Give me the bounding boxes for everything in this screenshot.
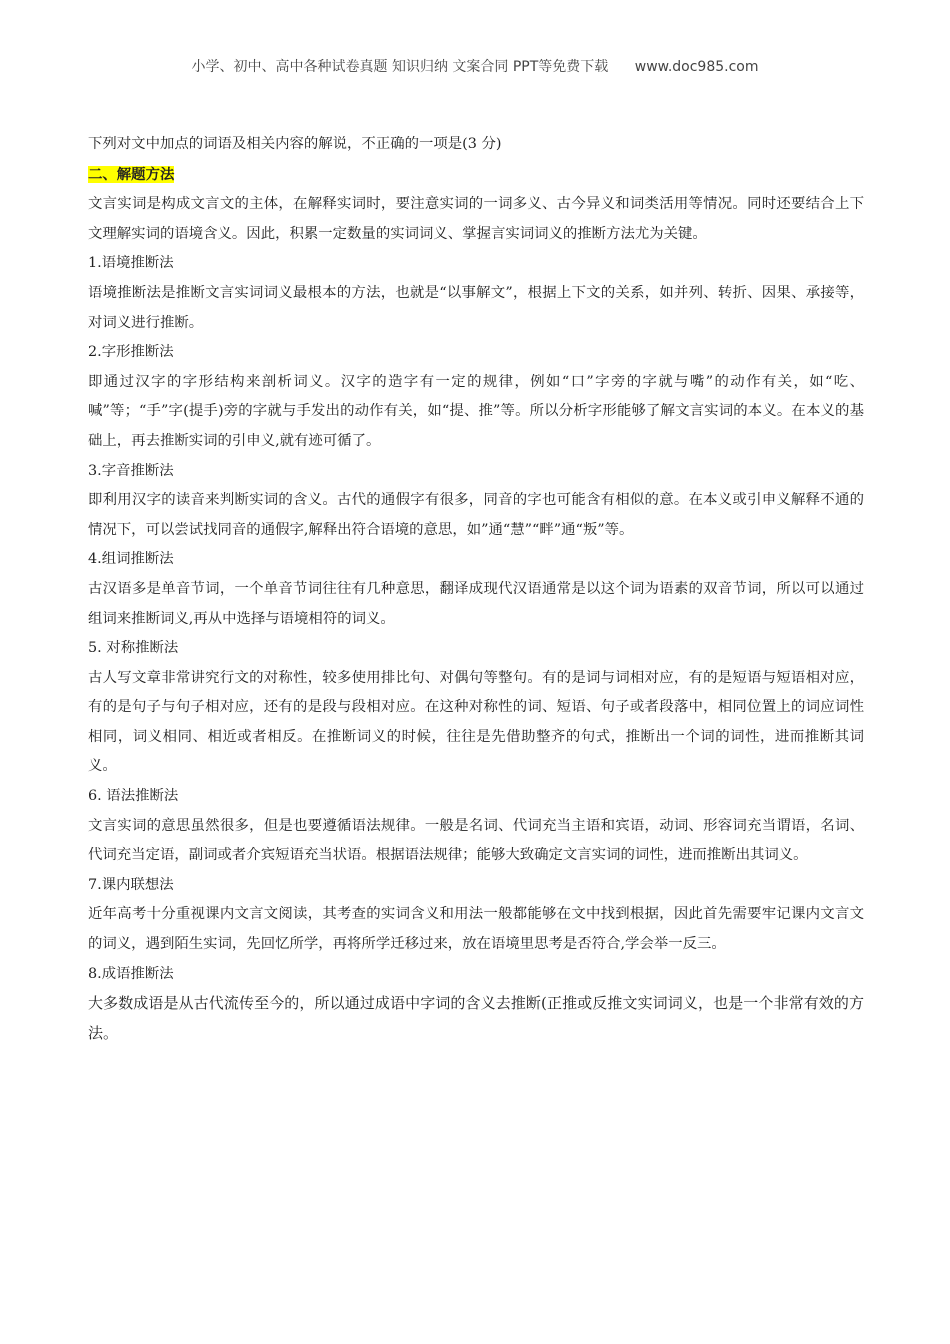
method-heading-7: 7.课内联想法 <box>88 876 174 893</box>
method-body-6: 文言实词的意思虽然很多，但是也要遵循语法规律。一般是名词、代词充当主语和宾语，动词、形容词充当谓语，名词、代词充当定语，副词或者介宾短语充当状语。根据语法规律；能够大致确定文言实词的词性，进而推断出其词义。 <box>88 817 864 864</box>
method-heading-5: 5. 对称推断法 <box>88 640 179 657</box>
method-heading-2: 2.字形推断法 <box>88 344 174 361</box>
method-heading-6: 6. 语法推断法 <box>88 788 179 805</box>
method-body-1: 语境推断法是推断文言实词词义最根本的方法，也就是“以事解文”，根据上下文的关系，如并列、转折、因果、承接等，对词义进行推断。 <box>88 284 864 331</box>
section-title-wrap <box>88 160 864 191</box>
method-heading-4: 4.组词推断法 <box>88 551 174 568</box>
method-heading-3: 3.字音推断法 <box>88 462 174 479</box>
method-heading-8: 8.成语推断法 <box>88 965 174 982</box>
method-body-4: 古汉语多是单音节词，一个单音节词往往有几种意思，翻译成现代汉语通常是以这个词为语素的双音节词，所以可以通过组词来推断词义,再从中选择与语境相符的词义。 <box>88 580 864 627</box>
method-body-3: 即利用汉字的读音来判断实词的含义。古代的通假字有很多，同音的字也可能含有相似的意。在本义或引申义解释不通的情况下，可以尝试找同音的通假字,解释出符合语境的意思，如”通“慧”“畔”通“叛”等。 <box>88 492 864 538</box>
method-body-2: 即通过汉字的字形结构来剖析词义。汉字的造字有一定的规律，例如“口”字旁的字就与嘴”的动作有关，如“吃、喊”等；“手”字(提手)旁的字就与手发出的动作有关，如“提、推”等。所以分析字形能够了解文言实词的本义。在本义的基础上，再去推断实词的引申义,就有迹可循了。 <box>88 373 864 449</box>
method-body-5: 古人写文章非常讲究行文的对称性，较多使用排比句、对偶句等整句。有的是词与词相对应，有的是短语与短语相对应，有的是句子与句子相对应，还有的是段与段相对应。在这种对称性的词、短语、句子或者段落中，相同位置上的词应词性相同，词义相同、相近或者相反。在推断词义的时候，往往是先借助整齐的句式，推断出一个词的词性，进而推断其词义。 <box>88 669 864 775</box>
method-body-7: 近年高考十分重视课内文言文阅读，其考查的实词含义和用法一般都能够在文中找到根据，因此首先需要牢记课内文言文的词义，遇到陌生实词，先回忆所学，再将所学迁移过来，放在语境里思考是否符合,学会举一反三。 <box>88 906 864 953</box>
header-website[interactable]: www.doc985.com <box>634 59 759 75</box>
page-header <box>0 56 950 76</box>
document-body <box>88 130 864 1048</box>
intro-paragraph: 文言实词是构成文言文的主体，在解释实词时，要注意实词的一词多义、古今异义和词类活用等情况。同时还要结合上下文理解实词的语境含义。因此，积累一定数量的实词词义、掌握言实词词义的推断方法尤为关键。 <box>88 196 864 242</box>
header-text: 小学、初中、高中各种试卷真题 知识归纳 文案合同 PPT等免费下载 <box>191 59 609 75</box>
question-line: 下列对文中加点的词语及相关内容的解说，不正确的一项是(3 分) <box>88 136 502 152</box>
section-title: 二、解题方法 <box>88 165 175 183</box>
method-body-8: 大多数成语是从古代流传至今的，所以通过成语中字词的含义去推断(正推或反推文实词词义，也是一个非常有效的方法。 <box>88 994 864 1042</box>
method-heading-1: 1.语境推断法 <box>88 255 174 272</box>
